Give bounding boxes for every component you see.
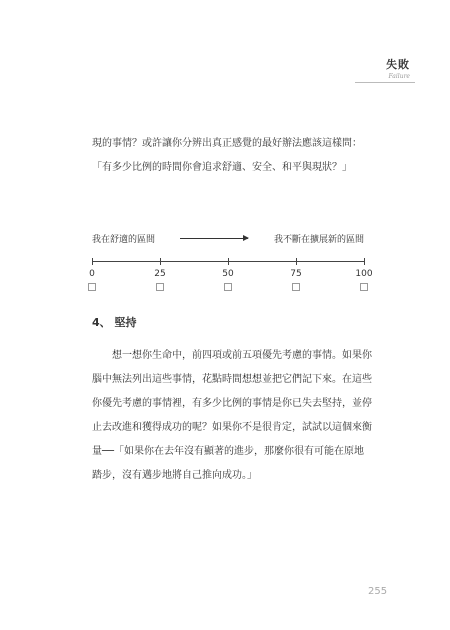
- scale-labels: [92, 232, 372, 246]
- scale-tick-label: 50: [222, 269, 234, 279]
- section-heading: 4、 堅持: [92, 316, 137, 329]
- scale-left-label: 我在舒適的區間: [92, 235, 156, 245]
- scale-right-label: 我不斷在擴展新的區間: [273, 235, 364, 245]
- scale-tick: [364, 258, 365, 265]
- scale-checkbox[interactable]: [156, 283, 164, 291]
- scale-tick-label: 75: [290, 269, 302, 279]
- header-divider: [355, 82, 415, 83]
- scale-checkbox[interactable]: [292, 283, 300, 291]
- rating-scale: [89, 258, 373, 298]
- scale-checkbox[interactable]: [224, 283, 232, 291]
- scale-checkbox[interactable]: [88, 283, 96, 291]
- page-number: 255: [368, 586, 388, 597]
- scale-tick: [92, 258, 93, 265]
- chapter-title: 失敗: [386, 58, 410, 71]
- scale-tick-label: 0: [89, 269, 95, 279]
- scale-tick: [160, 258, 161, 265]
- scale-checkbox[interactable]: [360, 283, 368, 291]
- scale-tick: [228, 258, 229, 265]
- scale-tick: [296, 258, 297, 265]
- right-arrow-icon: [180, 238, 248, 239]
- paragraph-2: 想一想你生命中，前四項或前五項優先考慮的事情。如果你腦中無法列出這些事情，花點時間想想並把它們記下來。在這些你優先考慮的事情裡，有多少比例的事情是你已失去堅持，並停止去改進和獲得成功的呢？如果你不是很肯定，試試以這個來衡量──「如果你在去年沒有顯著的進步，那麼你很有可能在原地踏步，沒有邁步地將自己推向成功。」: [92, 350, 372, 481]
- paragraph-1: 現的事情？或許讓你分辨出真正感覺的最好辦法應該這樣問：「有多少比例的時間你會追求舒適、安全、和平與現狀？」: [92, 138, 362, 173]
- scale-tick-label: 25: [154, 269, 166, 279]
- scale-tick-label: 100: [355, 269, 373, 279]
- running-header: [386, 56, 410, 80]
- chapter-subtitle: Failure: [388, 73, 410, 80]
